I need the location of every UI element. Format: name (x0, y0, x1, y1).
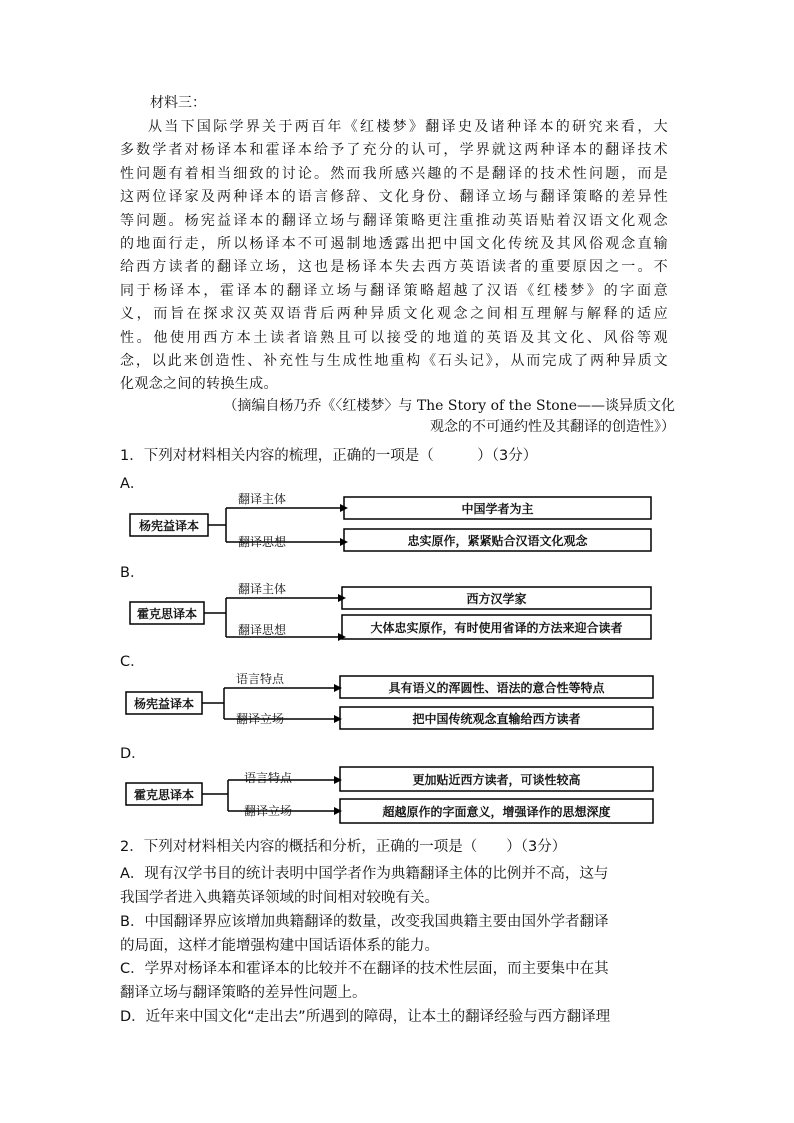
paragraph-line: 念，以此来创造性、补充性与生成性地重构《石头记》，从而完成了两种异质文 (120, 352, 668, 369)
q2-option-line: C．学界对杨译本和霍译本的比较并不在翻译的技术性层面，而主要集中在其 (120, 961, 609, 977)
paragraph-line: 给西方读者的翻译立场，这也是杨译本失去西方英语读者的重要原因之一。不 (120, 259, 668, 276)
q2-option-line: A．现有汉学书目的统计表明中国学者作为典籍翻译主体的比例并不高，这与 (120, 866, 609, 882)
q2-option-line: B．中国翻译界应该增加典籍翻译的数量，改变我国典籍主要由国外学者翻译 (120, 914, 609, 930)
q2-option-line: D．近年来中国文化“走出去”所遇到的障碍，让本土的翻译经验与西方翻译理 (120, 1009, 611, 1025)
paragraph-line: 的地面行走，所以杨译本不可遏制地透露出把中国文化传统及其风俗观念直输 (120, 235, 668, 252)
source-citation-line2: 观念的不可通约性及其翻译的创造性》） (430, 419, 675, 435)
paragraph-line: 多数学者对杨译本和霍译本给予了充分的认可，学界就这两种译本的翻译技术 (120, 142, 668, 159)
diagram-main-node: 杨宪益译本 (138, 519, 199, 533)
branch-label-1: 语言特点 (236, 672, 285, 686)
paragraph-line: 从当下国际学界关于两百年《红楼梦》翻译史及诸种译本的研究来看，大 (148, 119, 668, 135)
source-citation-line1: （摘编自杨乃乔《〈红楼梦〉与 The Story of the Stone——谈异质文化 (223, 398, 675, 414)
q2-option-line: 的局面，这样才能增强构建中国话语体系的能力。 (120, 938, 439, 954)
branch-label-1: 语言特点 (244, 771, 293, 785)
q2-option-line: 我国学者进入典籍英译领域的时间相对较晚有关。 (120, 890, 439, 906)
paragraph-line: 同于杨译本，霍译本的翻译立场与翻译策略超越了汉语《红楼梦》的字面意 (120, 282, 668, 299)
option-a-letter: A． (120, 476, 145, 492)
option-b-diagram (126, 584, 661, 644)
box-text-1: 西方汉学家 (466, 592, 527, 606)
paragraph-line: 等问题。杨宪益译本的翻译立场与翻译策略更注重推动英语贴着汉语文化观念 (120, 212, 668, 229)
branch-label-2: 翻译立场 (244, 804, 293, 818)
option-b-letter: B． (120, 565, 145, 581)
material-title: 材料三： (150, 95, 206, 111)
paragraph-line: 这两位译家及两种译本的语言修辞、文化身份、翻译立场与翻译策略的差异性 (120, 189, 668, 206)
option-c-diagram (126, 674, 661, 734)
branch-label-2: 翻译思想 (238, 535, 287, 549)
diagram-main-node: 霍克思译本 (136, 607, 197, 621)
q2-option-line: 翻译立场与翻译策略的差异性问题上。 (120, 985, 367, 1001)
branch-label-2: 翻译思想 (238, 623, 287, 637)
branch-label-1: 翻译主体 (238, 582, 287, 596)
box-text-2: 大体忠实原作，有时使用省译的方法来迎合读者 (370, 621, 623, 635)
box-text-2: 超越原作的字面意义，增强译作的思想深度 (382, 805, 611, 819)
paragraph-line: 性。他使用西方本土读者谙熟且可以接受的地道的英语及其文化、风俗等观 (120, 329, 668, 346)
box-text-1: 更加贴近西方读者，可谈性较高 (412, 773, 581, 787)
material-paragraph (120, 116, 668, 397)
option-d-diagram (126, 766, 661, 826)
question-1-stem: 1．下列对材料相关内容的梳理，正确的一项是（ ）（3分） (120, 448, 538, 464)
paragraph-line: 性问题有着相当细致的讨论。然而我所感兴趣的不是翻译的技术性问题，而是 (120, 165, 668, 182)
box-text-2: 忠实原作，紧紧贴合汉语文化观念 (407, 534, 588, 548)
branch-label-1: 翻译主体 (238, 492, 287, 506)
question-2-stem: 2．下列对材料相关内容的概括和分析，正确的一项是（ ）（3分） (120, 839, 567, 855)
paragraph-line: 化观念之间的转换生成。 (120, 376, 278, 393)
option-a-diagram (126, 494, 661, 554)
branch-label-2: 翻译立场 (236, 712, 285, 726)
option-c-letter: C． (120, 654, 145, 670)
option-d-letter: D． (120, 746, 146, 762)
box-text-1: 具有语义的浑圆性、语法的意合性等特点 (388, 681, 605, 695)
box-text-1: 中国学者为主 (461, 502, 534, 516)
paragraph-line: 义，而旨在探求汉英双语背后两种异质文化观念之间相互理解与解释的适应 (120, 306, 668, 323)
diagram-main-node: 杨宪益译本 (133, 697, 194, 711)
box-text-2: 把中国传统观念直输给西方读者 (412, 712, 581, 726)
diagram-main-node: 霍克思译本 (133, 788, 194, 802)
